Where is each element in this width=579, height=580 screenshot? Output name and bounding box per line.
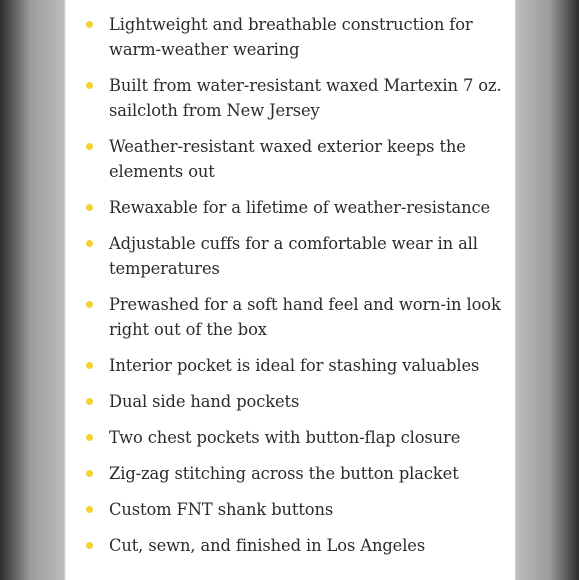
feature-text: Built from water-resistant waxed Martexin 7 oz. sailcloth from New Jersey xyxy=(109,76,502,120)
list-item xyxy=(66,73,515,123)
feature-text: Zig-zag stitching across the button placket xyxy=(109,464,459,483)
bullet-dot-icon xyxy=(86,434,93,441)
feature-text: Weather-resistant waxed exterior keeps the elements out xyxy=(109,137,466,181)
bullet-dot-icon xyxy=(86,542,93,549)
list-item xyxy=(66,353,515,378)
feature-list xyxy=(66,0,515,558)
list-item xyxy=(66,497,515,522)
bullet-dot-icon xyxy=(86,82,93,89)
feature-text: Two chest pockets with button-flap closure xyxy=(109,428,461,447)
bullet-dot-icon xyxy=(86,398,93,405)
bullet-dot-icon xyxy=(86,470,93,477)
bullet-dot-icon xyxy=(86,21,93,28)
feature-text: Adjustable cuffs for a comfortable wear in all temperatures xyxy=(109,234,478,278)
list-item xyxy=(66,425,515,450)
list-item xyxy=(66,134,515,184)
bullet-dot-icon xyxy=(86,143,93,150)
list-item xyxy=(66,12,515,62)
bullet-dot-icon xyxy=(86,301,93,308)
bullet-dot-icon xyxy=(86,240,93,247)
list-item xyxy=(66,461,515,486)
feature-text: Cut, sewn, and finished in Los Angeles xyxy=(109,536,426,555)
feature-text: Rewaxable for a lifetime of weather-resistance xyxy=(109,198,491,217)
feature-text: Dual side hand pockets xyxy=(109,392,300,411)
feature-text: Custom FNT shank buttons xyxy=(109,500,334,519)
bullet-dot-icon xyxy=(86,204,93,211)
product-features-panel xyxy=(66,0,515,580)
feature-text: Lightweight and breathable construction for warm-weather wearing xyxy=(109,15,473,59)
feature-text: Prewashed for a soft hand feel and worn-in look right out of the box xyxy=(109,295,501,339)
bullet-dot-icon xyxy=(86,506,93,513)
bullet-dot-icon xyxy=(86,362,93,369)
list-item xyxy=(66,195,515,220)
list-item xyxy=(66,533,515,558)
list-item xyxy=(66,292,515,342)
list-item xyxy=(66,389,515,414)
feature-text: Interior pocket is ideal for stashing valuables xyxy=(109,356,480,375)
list-item xyxy=(66,231,515,281)
